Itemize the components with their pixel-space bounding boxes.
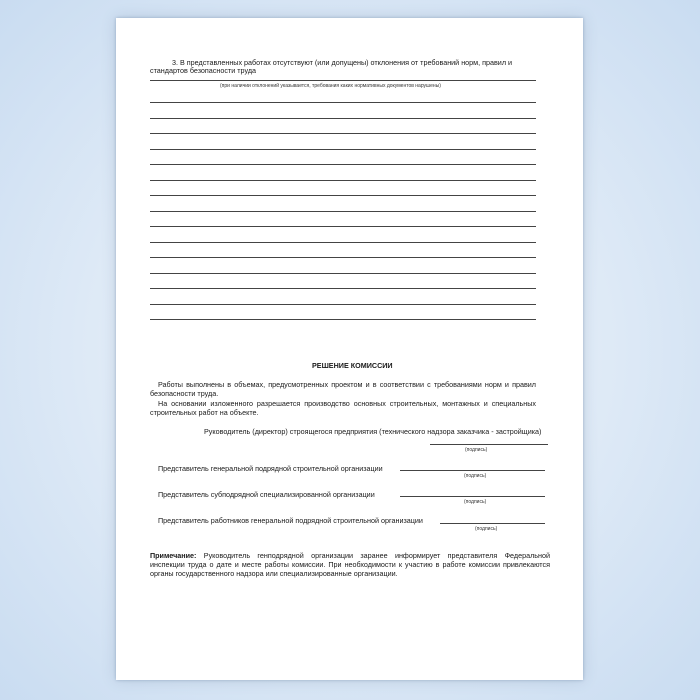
blank-line [150,133,536,134]
general-contractor-signature-label: Представитель генеральной подрядной строительной организации [158,464,383,473]
blank-line [150,304,536,305]
decision-paragraph1-line1: Работы выполнены в объемах, предусмотренных проектом и в соответствии с требованиями норм и правил [158,380,536,389]
decision-paragraph1-line2: безопасности труда. [150,389,219,398]
subcontractor-signature-label: Представитель субподрядной специализированной организации [158,490,375,499]
workers-signature-label: Представитель работников генеральной подрядной строительной организации [158,516,423,525]
note-text-line1: Руководитель генподрядной организации заранее информирует представителя Федеральной [196,551,550,560]
note-line1 [150,551,550,560]
blank-line [150,102,536,103]
subcontractor-signature-line [400,496,545,497]
section3-text-line1: 3. В представленных работах отсутствуют (или допущены) отклонения от требований норм, правил и [172,58,513,67]
note-label: Примечание: [150,551,197,560]
blank-line [150,211,536,212]
section3-hint: (при наличии отклонений указывается, требования каких нормативных документов нарушены) [220,83,441,89]
blank-line [150,118,536,119]
subcontractor-signature-caption: (подпись) [464,499,487,505]
note-line3: органы государственного надзора или специализированные организации. [150,569,398,578]
head-signature-label: Руководитель (директор) строящегося предприятия (технического надзора заказчика - застройщика) [204,427,542,436]
blank-line [150,257,536,258]
blank-line [150,164,536,165]
workers-signature-line [440,523,545,524]
blank-line [150,180,536,181]
head-signature-line [430,444,548,445]
section3-answer-line [150,80,536,81]
section3-text-line2: стандартов безопасности труда [150,66,257,75]
note-line2: инспекции труда о дате и месте работы комиссии. При необходимости к участию в работе комиссии привлекаются [150,560,550,569]
document-page [116,18,583,680]
decision-title: РЕШЕНИЕ КОМИССИИ [312,361,393,370]
general-contractor-signature-caption: (подпись) [464,473,487,479]
general-contractor-signature-line [400,470,545,471]
blank-line [150,242,536,243]
blank-line [150,149,536,150]
blank-line [150,273,536,274]
blank-line [150,319,536,320]
workers-signature-caption: (подпись) [475,526,498,532]
blank-line [150,288,536,289]
head-signature-caption: (подпись) [465,447,488,453]
decision-paragraph2-line2: строительных работ на объекте. [150,408,259,417]
blank-line [150,226,536,227]
decision-paragraph2-line1: На основании изложенного разрешается производство основных строительных, монтажных и специальных [158,399,536,408]
blank-line [150,195,536,196]
